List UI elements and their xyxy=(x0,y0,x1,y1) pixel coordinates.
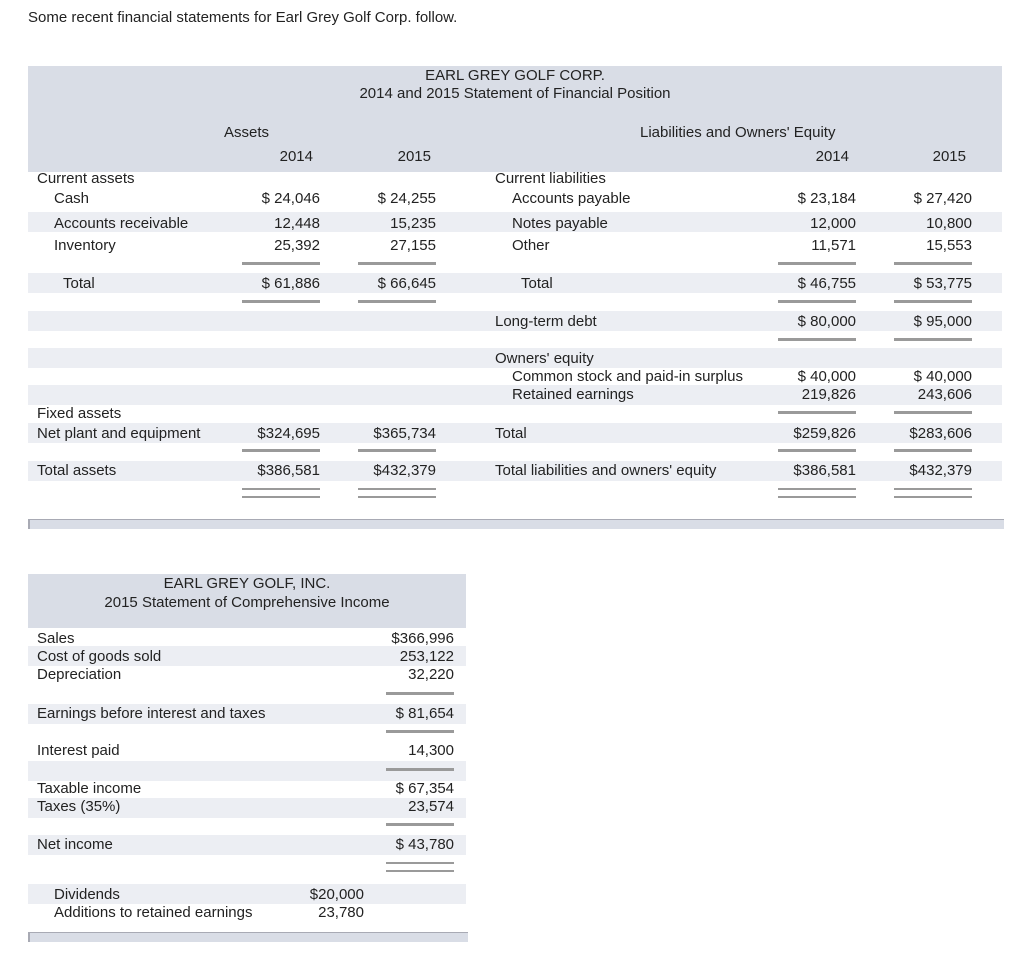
ltd-2014: $ 80,000 xyxy=(797,313,856,330)
double-underline xyxy=(778,488,856,490)
owners-equity-label: Owners' equity xyxy=(495,350,594,367)
npe-label: Net plant and equipment xyxy=(37,425,201,442)
ap-label: Accounts payable xyxy=(512,190,631,207)
current-liab-label: Current liabilities xyxy=(495,170,606,187)
underline xyxy=(778,262,856,265)
underline xyxy=(386,692,454,695)
re-label: Retained earnings xyxy=(512,386,634,403)
oe-total-2015: $283,606 xyxy=(909,425,972,442)
liab-year-2015: 2015 xyxy=(932,148,966,165)
re-2015: 243,606 xyxy=(917,386,972,403)
dividends-label: Dividends xyxy=(54,886,120,903)
ap-2014: $ 23,184 xyxy=(797,190,856,207)
underline xyxy=(358,262,436,265)
cl-total-2015: $ 53,775 xyxy=(913,275,972,292)
double-underline xyxy=(894,496,972,498)
ltd-label: Long-term debt xyxy=(495,313,597,330)
taxable-income-label: Taxable income xyxy=(37,780,142,797)
interest-value: 14,300 xyxy=(408,742,454,759)
oe-total-2014: $259,826 xyxy=(793,425,856,442)
total-assets-2014: $386,581 xyxy=(257,462,320,479)
inventory-2015: 27,155 xyxy=(390,237,436,254)
npe-2014: $324,695 xyxy=(257,425,320,442)
underline xyxy=(242,262,320,265)
taxes-value: 23,574 xyxy=(408,798,454,815)
cogs-label: Cost of goods sold xyxy=(37,648,162,665)
is-bottom-rule xyxy=(28,932,468,942)
underline xyxy=(894,449,972,452)
underline xyxy=(894,411,972,414)
assets-year-2015: 2015 xyxy=(397,148,431,165)
double-underline xyxy=(358,496,436,498)
is-subtitle: 2015 Statement of Comprehensive Income xyxy=(104,594,390,611)
cl-total-2014: $ 46,755 xyxy=(797,275,856,292)
is-title: EARL GREY GOLF, INC. xyxy=(163,575,331,592)
double-underline xyxy=(894,488,972,490)
other-2015: 15,553 xyxy=(926,237,972,254)
total-assets-label: Total assets xyxy=(37,462,117,479)
liabilities-header: Liabilities and Owners' Equity xyxy=(640,124,836,141)
underline xyxy=(894,338,972,341)
fixed-assets-label: Fixed assets xyxy=(37,405,122,422)
underline xyxy=(358,449,436,452)
ca-total-2014: $ 61,886 xyxy=(261,275,320,292)
underline xyxy=(778,449,856,452)
double-underline xyxy=(386,870,454,872)
total-assets-2015: $432,379 xyxy=(373,462,436,479)
underline xyxy=(386,823,454,826)
underline xyxy=(778,300,856,303)
tloe-2015: $432,379 xyxy=(909,462,972,479)
sales-label: Sales xyxy=(37,630,75,647)
sales-value: $366,996 xyxy=(391,630,454,647)
double-underline xyxy=(386,862,454,864)
re-2014: 219,826 xyxy=(801,386,856,403)
inventory-label: Inventory xyxy=(54,237,116,254)
ca-total-2015: $ 66,645 xyxy=(377,275,436,292)
ebit-label: Earnings before interest and taxes xyxy=(37,705,266,722)
cash-2014: $ 24,046 xyxy=(261,190,320,207)
double-underline xyxy=(358,488,436,490)
ar-2015: 15,235 xyxy=(390,215,436,232)
underline xyxy=(386,730,454,733)
tloe-2014: $386,581 xyxy=(793,462,856,479)
underline xyxy=(894,262,972,265)
np-2015: 10,800 xyxy=(926,215,972,232)
underline xyxy=(386,768,454,771)
oe-total-label: Total xyxy=(495,425,527,442)
taxes-label: Taxes (35%) xyxy=(37,798,121,815)
ar-label: Accounts receivable xyxy=(54,215,189,232)
taxable-income-value: $ 67,354 xyxy=(395,780,454,797)
cash-label: Cash xyxy=(54,190,90,207)
other-label: Other xyxy=(512,237,550,254)
cs-2015: $ 40,000 xyxy=(913,368,972,385)
cl-total-label: Total xyxy=(521,275,553,292)
net-income-value: $ 43,780 xyxy=(395,836,454,853)
dep-value: 32,220 xyxy=(408,666,454,683)
ap-2015: $ 27,420 xyxy=(913,190,972,207)
ebit-value: $ 81,654 xyxy=(395,705,454,722)
double-underline xyxy=(242,496,320,498)
underline xyxy=(778,338,856,341)
current-assets-label: Current assets xyxy=(37,170,135,187)
cash-2015: $ 24,255 xyxy=(377,190,436,207)
bs-bottom-rule xyxy=(28,519,1004,529)
inventory-2014: 25,392 xyxy=(274,237,320,254)
dep-label: Depreciation xyxy=(37,666,122,683)
intro-text: Some recent financial statements for Earl Grey Golf Corp. follow. xyxy=(28,9,458,26)
additions-re-label: Additions to retained earnings xyxy=(54,904,253,921)
underline xyxy=(894,300,972,303)
underline xyxy=(778,411,856,414)
ltd-2015: $ 95,000 xyxy=(913,313,972,330)
ar-2014: 12,448 xyxy=(274,215,320,232)
assets-header: Assets xyxy=(224,124,270,141)
dividends-value: $20,000 xyxy=(309,886,364,903)
double-underline xyxy=(242,488,320,490)
cs-2014: $ 40,000 xyxy=(797,368,856,385)
other-2014: 11,571 xyxy=(811,237,856,254)
np-2014: 12,000 xyxy=(810,215,856,232)
additions-re-value: 23,780 xyxy=(318,904,364,921)
underline xyxy=(242,300,320,303)
ca-total-label: Total xyxy=(63,275,95,292)
cs-label: Common stock and paid-in surplus xyxy=(512,368,743,385)
bs-title: EARL GREY GOLF CORP. xyxy=(425,67,605,84)
npe-2015: $365,734 xyxy=(373,425,436,442)
underline xyxy=(358,300,436,303)
assets-year-2014: 2014 xyxy=(279,148,313,165)
cogs-value: 253,122 xyxy=(399,648,454,665)
liab-year-2014: 2014 xyxy=(815,148,849,165)
net-income-label: Net income xyxy=(37,836,113,853)
tloe-label: Total liabilities and owners' equity xyxy=(495,462,717,479)
underline xyxy=(242,449,320,452)
interest-label: Interest paid xyxy=(37,742,120,759)
bs-subtitle: 2014 and 2015 Statement of Financial Position xyxy=(359,85,671,102)
double-underline xyxy=(778,496,856,498)
stripe xyxy=(28,761,466,781)
np-label: Notes payable xyxy=(512,215,608,232)
